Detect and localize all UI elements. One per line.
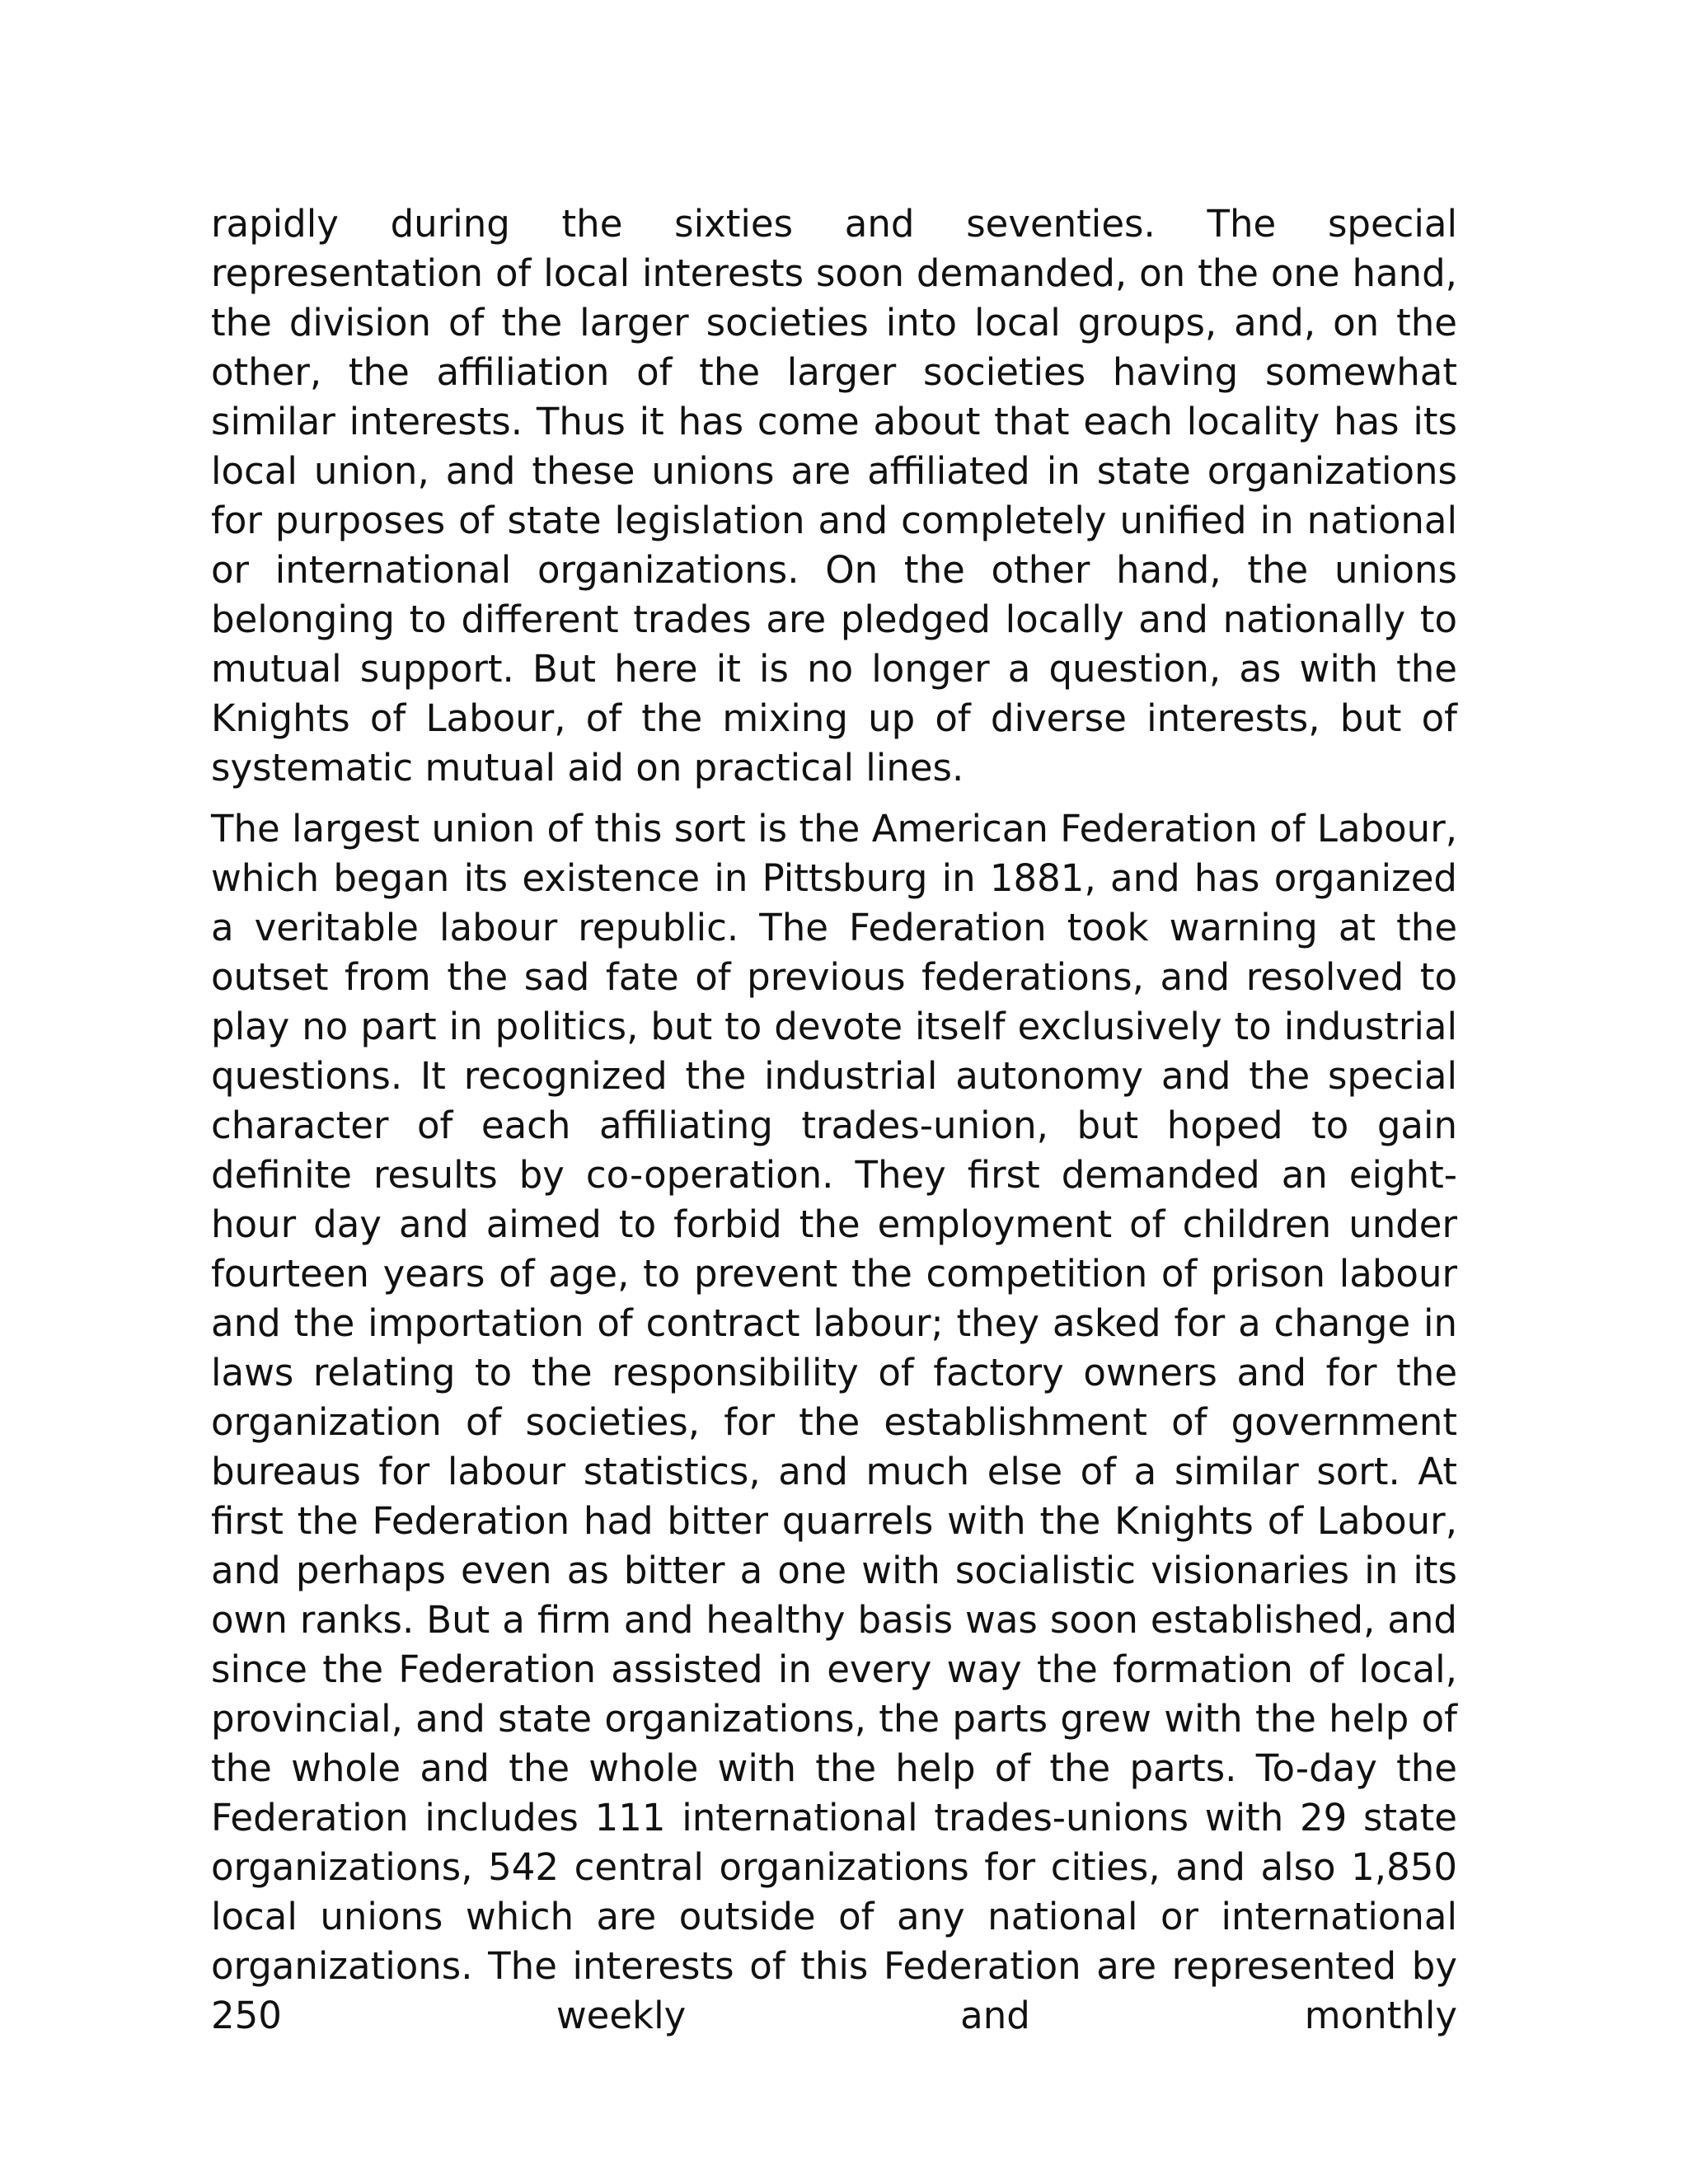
paragraph-2: The largest union of this sort is the American Federation of Labour, which began its existence in Pittsburg in 1881, and has organized a veritable labour republic. The Federation took warning at the outset from the sad fate of previous federations, and resolved to play no part in politics, but to devote itself exclusively to industrial questions. It recognized the industrial autonomy and the special character of each affiliating trades-union, but hoped to gain definite results by co-operation. They first demanded an eight-hour day and aimed to forbid the employment of children under fourteen years of age, to prevent the competition of prison labour and the importation of contract labour; they asked for a change in laws relating to the responsibility of factory owners and for the organization of societies, for the establishment of government bureaus for labour statistics, and much else of a similar sort. At first the Federation had bitter quarrels with the Knights of Labour, and perhaps even as bitter a one with socialistic visionaries in its own ranks. But a firm and healthy basis was soon established, and since the Federation assisted in every way the formation of local, provincial, and state organizations, the parts grew with the help of the whole and the whole with the help of the parts. To-day the Federation includes 111 international trades-unions with 29 state organizations, 542 central organizations for cities, and also 1,850 local unions which are outside of any national or international organizations. The interests of this Federation are represented by 250 weekly and monthly — [211, 807, 1457, 2037]
paragraph-1: rapidly during the sixties and seventies. The special representation of local interests soon demanded, on the one hand, the division of the larger societies into local groups, and, on the other, the affiliation of the larger societies having somewhat similar interests. Thus it has come about that each locality has its local union, and these unions are affiliated in state organizations for purposes of state legislation and completely unified in national or international organizations. On the other hand, the unions belonging to different trades are pledged locally and nationally to mutual support. But here it is no longer a question, as with the Knights of Labour, of the mixing up of diverse interests, but of systematic mutual aid on practical lines. — [211, 202, 1457, 790]
body-text — [211, 199, 1457, 2052]
